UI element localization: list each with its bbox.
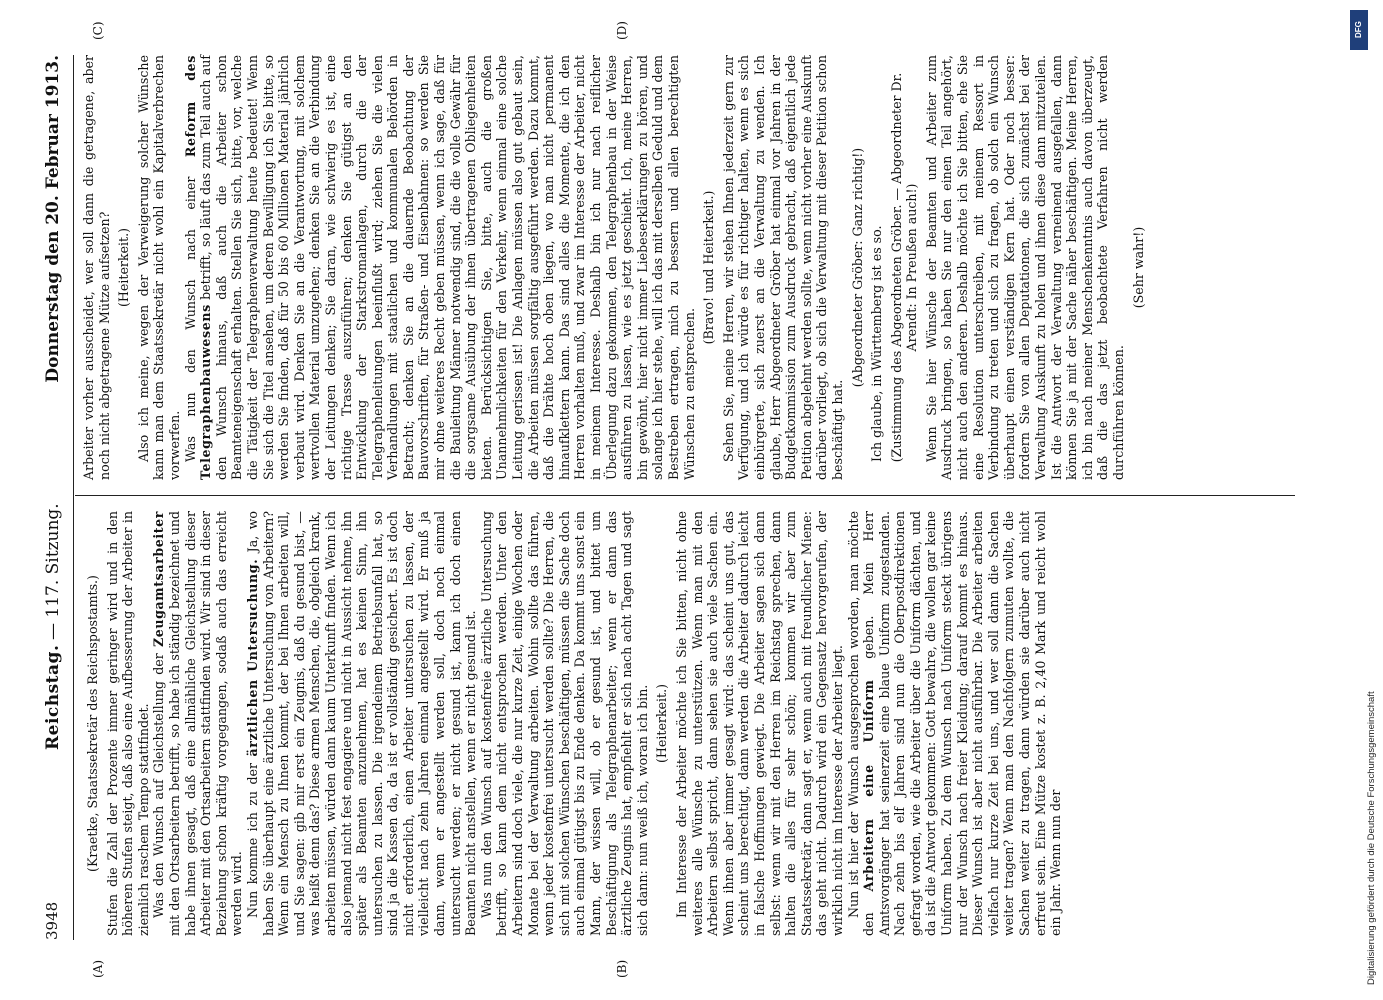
reaction-note: (Heiterkeit.) — [116, 228, 132, 307]
paragraph: Arbeiter vorher ausscheidet, wer soll dann die getragene, aber noch nicht abgetragene Mütze aufsetzen? — [81, 55, 112, 480]
paragraph: Was den Wunsch auf Gleichstellung der Zeugamtsarbeiter mit den Ortsarbeitern betrifft, so habe ich ständig bezeichnet und habe ihnen gesagt, daß eine allmähliche Gleichstellung dieser Arbeiter mit den Ortsarbeitern stattfinden wird. Wir sind in dieser Beziehung schon kräftig vorgegangen, sodaß auch das erreicht werden wird. — [151, 511, 245, 936]
paragraph: Was nun den Wunsch auf kostenfreie ärztliche Untersuchung betrifft, so kann dem nicht entsprochen werden. Unter den Arbeitern sind doch viele, die nur kurze Zeit, einige Wochen oder Monate bei der Verwaltung arbeiten. Wohin sollte das führen, wenn jeder kostenfrei untersucht werden sollte? Die Herren, die sich mit solchen Wünschen beschäftigen, müssen die Sache doch auch einmal gütigst bis zu Ende denken. Da kommt uns sonst ein Mann, der wissen will, ob er gesund ist, und bittet um Beschäftigung als Telegraphenarbeiter; wenn er dann das ärztliche Zeugnis hat, empfiehlt er sich nach acht Tagen und sagt sich dann: nun weiß ich, woran ich bin. — [478, 511, 650, 936]
paragraph: Nun ist hier der Wunsch ausgesprochen worden, man möchte den Arbeitern eine Uniform geben. Mein Herr Amtsvorgänger hat seinerzeit eine blaue Uniform zugestanden. Nach zehn bis elf Jahren sind nun die Oberpostdirektionen gefragt worden, wie die Arbeiter über die Uniform dächten, und da ist die Antwort gekommen: Gott bewahre, die wollen gar keine Uniform haben. Zu dem Wunsch nach Uniform steckt übrigens nur der Wunsch nach freier Kleidung; darauf kommt es hinaus. Dieser Wunsch ist aber nicht ausführbar. Die Arbeiter arbeiten vielfach nur kurze Zeit bei uns, und wer soll dann die Sachen weiter tragen? Wenn man den Nachfolgern zumuten wollte, die Sachen weiter zu tragen, dann würden sie darüber auch nicht erfreut sein. Eine Mütze kostet z. B. 2,40 Mark und reicht wohl ein Jahr. Wenn nun der — [845, 511, 1064, 936]
reaction-note: (Bravo! und Heiterkeit.) — [701, 190, 717, 345]
interjection: (Abgeordneter Gröber: Ganz richtig!) — [849, 147, 865, 388]
paragraph: Nun komme ich zu der ärztlichen Untersuchung. Ja, wo haben Sie überhaupt eine ärztliche Untersuchung von Arbeitern? Wenn ein Mensch zu Ihnen kommt, der bei Ihnen arbeiten will, und Sie sagen: gib mir erst ein Zeugnis, daß du gesund bist, — was heißt denn das? Diese armen Menschen, die, obgleich krank, arbeiten müssen, würden dann kaum Unterkunft finden. Wenn ich also jemand nicht fest engagiere und nicht in Aussicht nehme, ihn später als Beamten anzunehmen, hat es keinen Sinn, ihn untersuchen zu lassen. Die irgendeinem Betriebsunfall hat, so sind ja die Kassen da, da ist er vollständig gesichert. Es ist doch nicht erforderlich, einen Arbeiter untersuchen zu lassen, der vielleicht nach zehn Jahren einmal angestellt wird. Er muß ja dann, wenn er angestellt werden soll, doch noch einmal untersucht werden; er nicht gesund ist, kann ich doch einen Beamten nicht anstellen, wenn er nicht gesund ist. — [244, 510, 479, 936]
speaker-line: (Kraetke, Staatssekretär des Reichspostamts.) — [85, 575, 100, 872]
emphasis: Zeugamtsarbeiter — [151, 511, 167, 648]
paragraph: Stufen die Zahl der Prozente immer geringer wird und in den höheren Stufen steigt, daß also eine Aufbesserung der Arbeiter in ziemlich raschem Tempo stattfindet. — [104, 511, 151, 936]
paragraph: Im Interesse der Arbeiter möchte ich Sie bitten, nicht ohne weiteres alle Wünsche zu unterstützen. Wenn man mit den Arbeitern selbst spricht, dann sehen sie auch viele Sachen ein. Wenn ihnen aber immer gesagt wird: das scheint uns gut, das scheint uns berechtigt, dann werden die Arbeiter dadurch leicht in falsche Hoffnungen gewiegt. Die Arbeiter sagen sich dann selbst: wenn wir mit den Herren im Reichstag sprechen, dann halten die alles für sehr schön; kommen wir aber zum Staatssekretär, dann sagt er, wenn auch mit freundlicher Miene: das geht nicht. Dadurch wird ein Gegensatz hervorgerufen, der wirklich nicht im Interesse der Arbeiter liegt. — [673, 511, 845, 936]
column-divider — [75, 495, 1295, 496]
left-column — [81, 511, 1064, 936]
margin-marker-c: (C) — [91, 21, 105, 40]
paragraph: Wenn Sie hier Wünsche der Beamten und Arbeiter zum Ausdruck bringen, so haben Sie nur den einen Teil angehört, nicht auch den anderen. Deshalb möchte ich Sie bitten, ehe Sie eine Resolution unterschreiben, mit meinem Ressort in Verbindung zu treten und sich zu fragen, ob solch ein Wunsch überhaupt einen verständigen Kern hat. Oder noch besser: fordern Sie von allen Deputationen, die sich zunächst bei der Verwaltung Auskunft zu holen und ihnen diese dann mitzuteilen. Ist die Antwort der Verwaltung verneinend ausgefallen, dann können Sie ja mit der Sache näher beschäftigen. Meine Herren, ich bin nach meiner Menschenkenntnis auch davon überzeugt, daß die das jetzt beobachtete Verfahren nicht werden durchführen können. — [923, 55, 1126, 480]
paragraph: Sehen Sie, meine Herren, wir stehen Ihnen jederzeit gern zur Verfügung, und ich würde es für richtiger halten, wenn es sich einbürgerte, sich zuerst an die Verwaltung zu wenden. Ich glaube, Herr Abgeordneter Gröber hat einmal vor Jahren in der Budgetkommission zum Ausdruck gebracht, daß eigentlich jede Petition abgelehnt werden sollte, wenn nicht vorher eine Auskunft darüber vorliegt, ob sich die Verwaltung mit dieser Petition schon beschäftigt hat. — [720, 54, 845, 480]
right-column — [81, 55, 1150, 480]
page-number: 3948 — [43, 901, 61, 940]
emphasis: Reform des Telegraphenbauwesens — [182, 55, 214, 480]
interjection: (Zustimmung des Abgeordneten Gröber. — Abgeordneter Dr. Arendt: In Preußen auch!) — [888, 72, 920, 463]
margin-marker-b: (B) — [615, 959, 629, 978]
document-page — [15, 0, 1305, 1000]
margin-marker-a: (A) — [91, 959, 105, 978]
reaction-note: (Heiterkeit.) — [654, 684, 670, 763]
digitization-credit — [1348, 10, 1378, 990]
paragraph: Was nun den Wunsch nach einer Reform des Telegraphenbauwesens betrifft, so läuft das zum Teil auch auf den Wunsch hinaus, daß auch die Arbeiter schon Beamteneigenschaft erhalten. Stellen Sie sich, bitte, vor, welche die Tätigkeit der Telegraphenverwaltung heute bedeutet! Wenn Sie sich die Titel ansehen, um deren Bewilligung ich Sie bitte, so werden Sie finden, daß für 50 bis 60 Millionen Material jährlich verbaut wird. Denken Sie an die Verantwortung, mit solchem wertvollen Material umzugehen; denken Sie an die Verbindung der Leitungen denken; Sie daran, wie schwierig es ist, eine richtige Trasse auszuführen; denken Sie gütigst an den Entwicklung der Starkstromanlagen, durch die der Telegraphenleitungen beeinflußt wird; ziehen Sie die vielen Verhandlungen mit staatlichen und kommunalen Behörden in Betracht; denken Sie an die dauernde Beobachtung der Bauvorschriften, für Straßen- und Eisenbahnen: so werden Sie mir ohne weiteres Recht geben müssen, wenn ich sage, daß für die Bauleitung Männer notwendig sind, die die volle Gewähr für die sorgsame Ausübung der ihnen übertragenen Obliegenheiten bieten. Berücksichtigen Sie, bitte, auch die großen Unannehmlichkeiten für den Verkehr, wenn einmal eine solche Leitung gerissen ist! Die Anlagen müssen also gut gebaut sein, die Arbeiten müssen sorgfältig ausgeführt werden. Dazu kommt, daß die Drähte hoch oben liegen, wo man nicht permanent hinaufklettern kann. Das sind alles die Momente, die ich den Herren vorhalten muß, und zwar im Interesse der Arbeiter, nicht in meinem Interesse. Deshalb bin ich nur nach reiflicher Überlegung dazu gekommen, den Telegraphenbau in der Weise ausführen zu lassen, wie es jetzt geschieht. Ich, meine Herren, bin gewöhnt, hier nicht immer Liebeserklärungen zu hören, und solange ich hier stehe, will ich das mit derselben Geduld und dem Bestreben ertragen, mich zu bessern und allen berechtigten Wünschen zu entsprechen. — [182, 55, 697, 480]
session-date: Donnerstag den 20. Februar 1913. — [43, 55, 63, 383]
page-header — [35, 55, 75, 940]
credit-text: Digitalisierung gefördert durch die Deutsche Forschungsgemeinschaft — [1366, 691, 1377, 985]
chamber-name: Reichstag. — [43, 644, 63, 750]
paragraph: Ich glaube, in Württemberg ist es so. — [869, 225, 885, 462]
reaction-note: (Sehr wahr!) — [1130, 226, 1146, 309]
session-number: — 117. Sitzung. — [43, 503, 63, 640]
header-rule — [73, 55, 74, 940]
margin-marker-d: (D) — [615, 21, 629, 40]
emphasis: ärztlichen Untersuchung. — [244, 558, 260, 757]
emphasis: Arbeitern eine Uniform — [861, 679, 877, 892]
paragraph: Also ich meine, wegen der Verweigerung solcher Wünsche kann man dem Staatssekretär nicht wohl ein Kapitalverbrechen vorwerfen. — [135, 55, 182, 480]
dfg-logo: DFG — [1350, 10, 1368, 50]
